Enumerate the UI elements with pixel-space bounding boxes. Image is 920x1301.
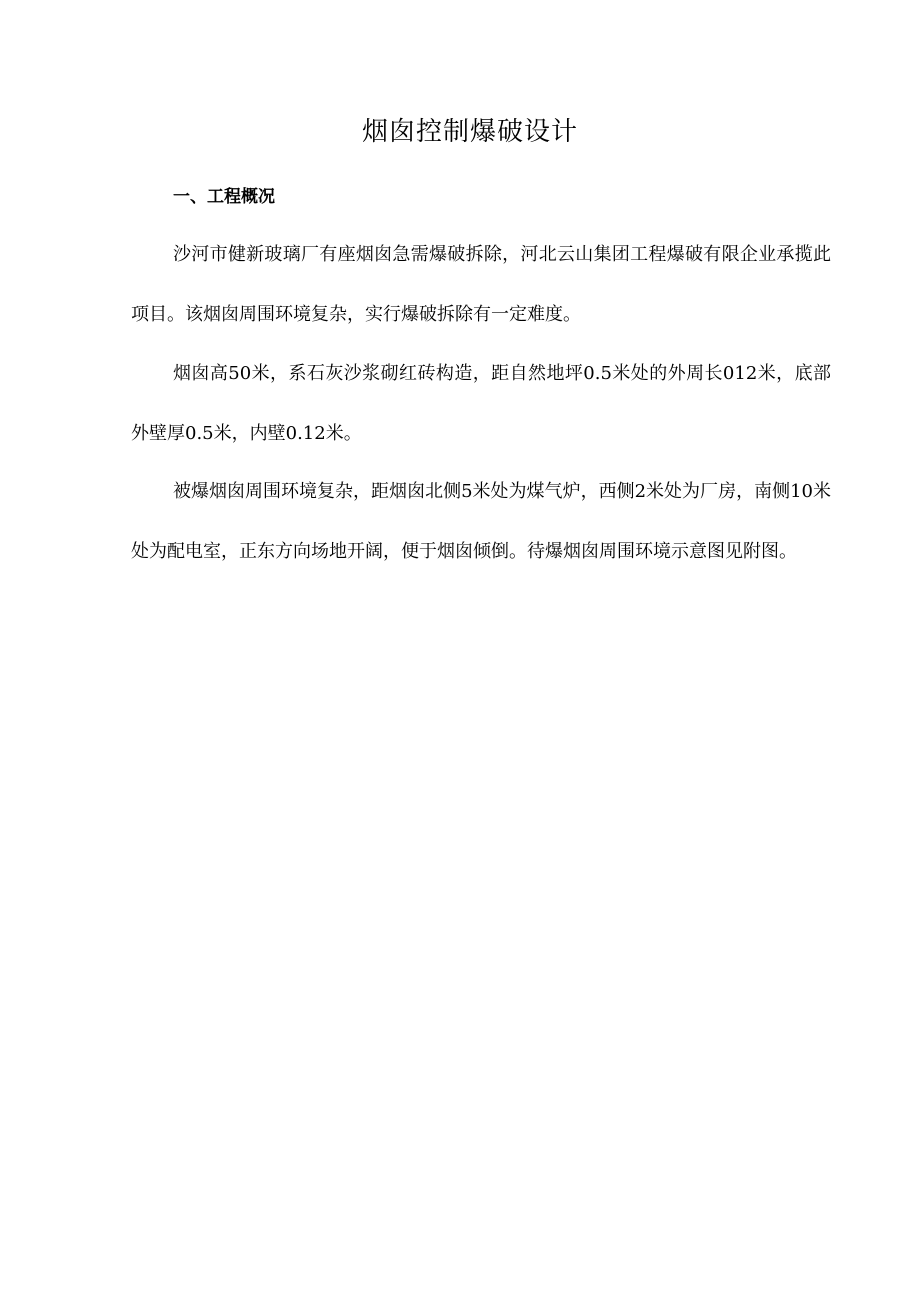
paragraph-chimney-specs: 烟囱高50米，系石灰沙浆砌红砖构造，距自然地坪0.5米处的外周长012米，底部外壁厚0.5米，内壁0.12米。 (131, 363, 831, 444)
document-title: 烟囱控制爆破设计 (361, 117, 578, 147)
section-heading: 一、工程概况 (173, 187, 275, 207)
paragraph-project-contract: 沙河市健新玻璃厂有座烟囱急需爆破拆除，河北云山集团工程爆破有限企业承揽此项目。该烟囱周围环境复杂，实行爆破拆除有一定难度。 (131, 244, 831, 325)
paragraph-surroundings: 被爆烟囱周围环境复杂，距烟囱北侧5米处为煤气炉，西侧2米处为厂房，南侧10米处为配电室，正东方向场地开阔，便于烟囱倾倒。待爆烟囱周围环境示意图见附图。 (131, 481, 831, 562)
